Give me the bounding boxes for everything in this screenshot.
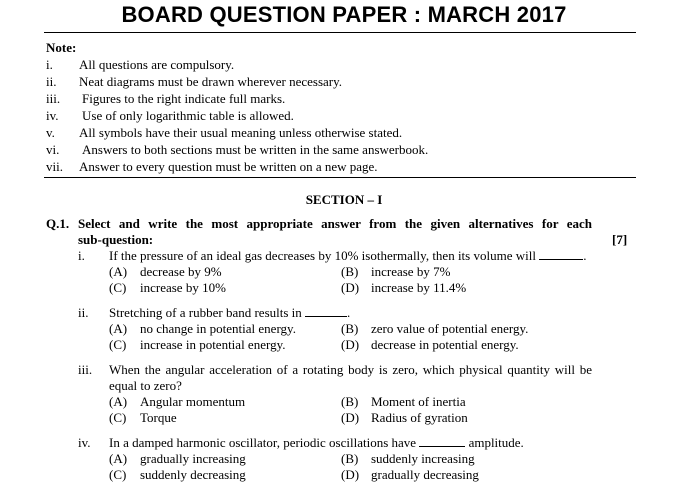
note-num: v. [46,125,55,140]
note-num: ii. [46,74,57,89]
stem-end: . [347,305,351,320]
note-num: vii. [46,159,63,174]
option-label: (D) [341,280,360,295]
option-label: (B) [341,451,359,466]
option-text: increase by 11.4% [371,280,467,295]
note-text: All symbols have their usual meaning unless otherwise stated. [79,125,403,140]
subquestion-number: iv. [78,435,91,450]
question-number: Q.1. [46,216,70,231]
option-text: decrease in potential energy. [371,337,519,352]
note-num: iv. [46,108,59,123]
note-text: All questions are compulsory. [79,57,235,72]
note-heading: Note: [46,40,77,55]
subquestion-stem-cont: equal to zero? [109,378,182,393]
note-text: Answers to both sections must be written in the same answerbook. [82,142,429,157]
question-marks: [7] [612,232,628,247]
option-label: (C) [109,280,127,295]
option-label: (D) [341,410,360,425]
stem-end: amplitude. [468,435,524,450]
subquestion-number: ii. [78,305,89,320]
note-num: iii. [46,91,61,106]
subquestion-number: i. [78,248,85,263]
note-rule [44,177,636,178]
option-text: zero value of potential energy. [371,321,529,336]
option-label: (A) [109,264,128,279]
stem-text: If the pressure of an ideal gas decreases by 10% isothermally, then its volume will [109,248,536,263]
option-text: increase by 7% [371,264,451,279]
option-label: (C) [109,337,127,352]
question-instruction: Select and write the most appropriate answer from the given alternatives for each [78,216,592,231]
option-text: suddenly decreasing [140,467,246,482]
option-text: Moment of inertia [371,394,466,409]
option-label: (D) [341,467,360,482]
section-heading: SECTION – I [305,192,383,207]
option-text: Radius of gyration [371,410,468,425]
note-text: Neat diagrams must be drawn wherever necessary. [79,74,343,89]
subquestion-stem: When the angular acceleration of a rotating body is zero, which physical quantity will be [109,362,592,377]
option-label: (A) [109,394,128,409]
note-text: Use of only logarithmic table is allowed. [82,108,294,123]
answer-blank [305,306,347,317]
subquestion-stem [109,248,586,263]
note-num: vi. [46,142,60,157]
option-label: (B) [341,264,359,279]
note-num: i. [46,57,53,72]
option-label: (D) [341,337,360,352]
question-instruction-cont: sub-question: [78,232,154,247]
option-text: suddenly increasing [371,451,475,466]
subquestion-number: iii. [78,362,93,377]
option-text: decrease by 9% [140,264,222,279]
option-text: gradually increasing [140,451,246,466]
option-label: (C) [109,467,127,482]
title-rule [44,32,636,33]
subquestion-stem [109,435,524,450]
answer-blank [419,436,465,447]
note-text: Answer to every question must be written on a new page. [79,159,378,174]
option-text: gradually decreasing [371,467,479,482]
option-label: (B) [341,394,359,409]
stem-end: . [583,248,587,263]
stem-text: In a damped harmonic oscillator, periodic oscillations have [109,435,417,450]
option-label: (A) [109,321,128,336]
stem-text: Stretching of a rubber band results in [109,305,302,320]
page-title: BOARD QUESTION PAPER : MARCH 2017 [121,2,567,27]
option-label: (C) [109,410,127,425]
option-text: Torque [140,410,177,425]
option-text: no change in potential energy. [140,321,296,336]
option-label: (A) [109,451,128,466]
option-text: Angular momentum [140,394,246,409]
subquestion-stem [109,305,350,320]
option-label: (B) [341,321,359,336]
answer-blank [539,249,583,260]
note-text: Figures to the right indicate full marks. [82,91,286,106]
option-text: increase in potential energy. [140,337,286,352]
option-text: increase by 10% [140,280,226,295]
